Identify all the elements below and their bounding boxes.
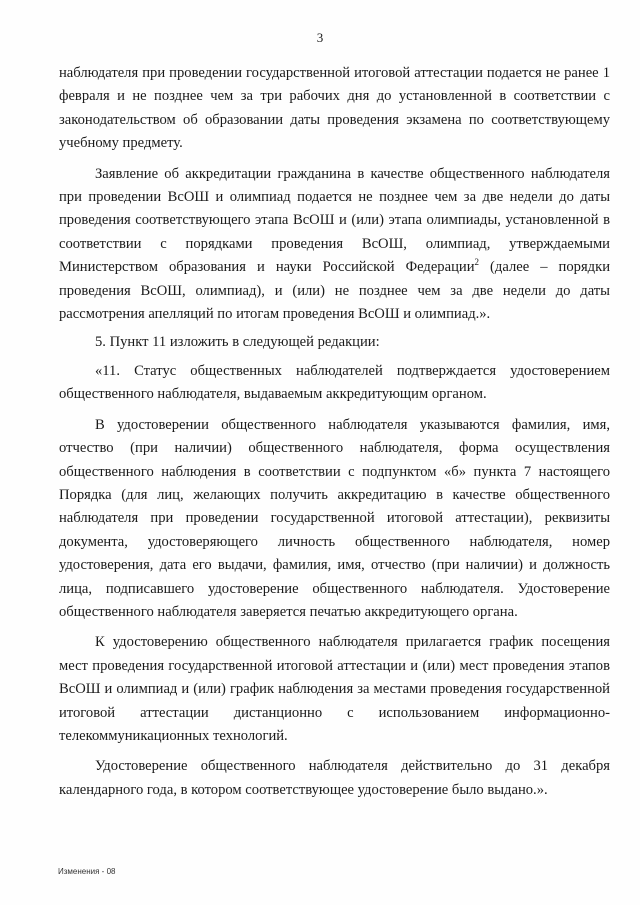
- paragraph-validity: Удостоверение общественного наблюдателя действительно до 31 декабря календарного года, в котором соответствующее удостоверение было выдано.».: [59, 758, 610, 798]
- page-number: 3: [316, 30, 324, 45]
- footnote-ref: 2: [474, 257, 480, 268]
- paragraph-certificate-contents: В удостоверении общественного наблюдателя указываются фамилия, имя, отчество (при наличии) общественного наблюдателя, форма осуществления общественного наблюдения в соответствии с подпунктом «б» пункта 7 настоящего Порядка (для лиц, желающих получить аккредитацию в качестве общественного наблюдателя при проведении государственной итоговой аттестации), реквизиты документа, удостоверяющего личность общественного наблюдателя, номер удостоверения, дата его выдачи, фамилия, имя, отчество (при наличии) и должность лица, подписавшего удостоверение общественного наблюдателя. Удостоверение общественного наблюдателя заверяется печатью аккредитующего органа.: [59, 416, 610, 620]
- document-body: [59, 62, 610, 802]
- paragraph-text: (далее – порядки проведения ВсОШ, олимпиад), и (или) не позднее чем за две недели до даты рассмотрения апелляций по итогам проведения ВсОШ и олимпиад.».: [59, 259, 610, 323]
- paragraph-item-11: «11. Статус общественных наблюдателей подтверждается удостоверением общественного наблюдателя, выдаваемым аккредитующим органом.: [59, 362, 610, 403]
- footer-mark: Изменения - 08: [58, 867, 116, 876]
- paragraph-continuation: наблюдателя при проведении государственной итоговой аттестации подается не ранее 1 февраля и не позднее чем за три рабочих дня до установленной в соответствии с законодательством об образовании даты проведения экзамена по соответствующему учебному предмету.: [59, 65, 610, 152]
- paragraph-schedule: К удостоверению общественного наблюдателя прилагается график посещения мест проведения государственной итоговой аттестации и (или) мест проведения этапов ВсОШ и олимпиад и (или) график наблюдения за местами проведения государственной итоговой аттестации дистанционно с использованием информационно-телекоммуникационных технологий.: [59, 634, 610, 744]
- paragraph-application-deadline: [59, 163, 610, 327]
- paragraph-item-5: 5. Пункт 11 изложить в следующей редакции:: [95, 334, 380, 351]
- paragraph-text: Заявление об аккредитации гражданина в качестве общественного наблюдателя при проведении ВсОШ и олимпиад подается не позднее чем за две недели до даты проведения соответствующего этапа ВсОШ и (или) этапа олимпиады, установленной в соответствии с порядками проведения ВсОШ, олимпиад, утверждаемыми Министерством образования и науки Российской Федерации: [59, 165, 610, 276]
